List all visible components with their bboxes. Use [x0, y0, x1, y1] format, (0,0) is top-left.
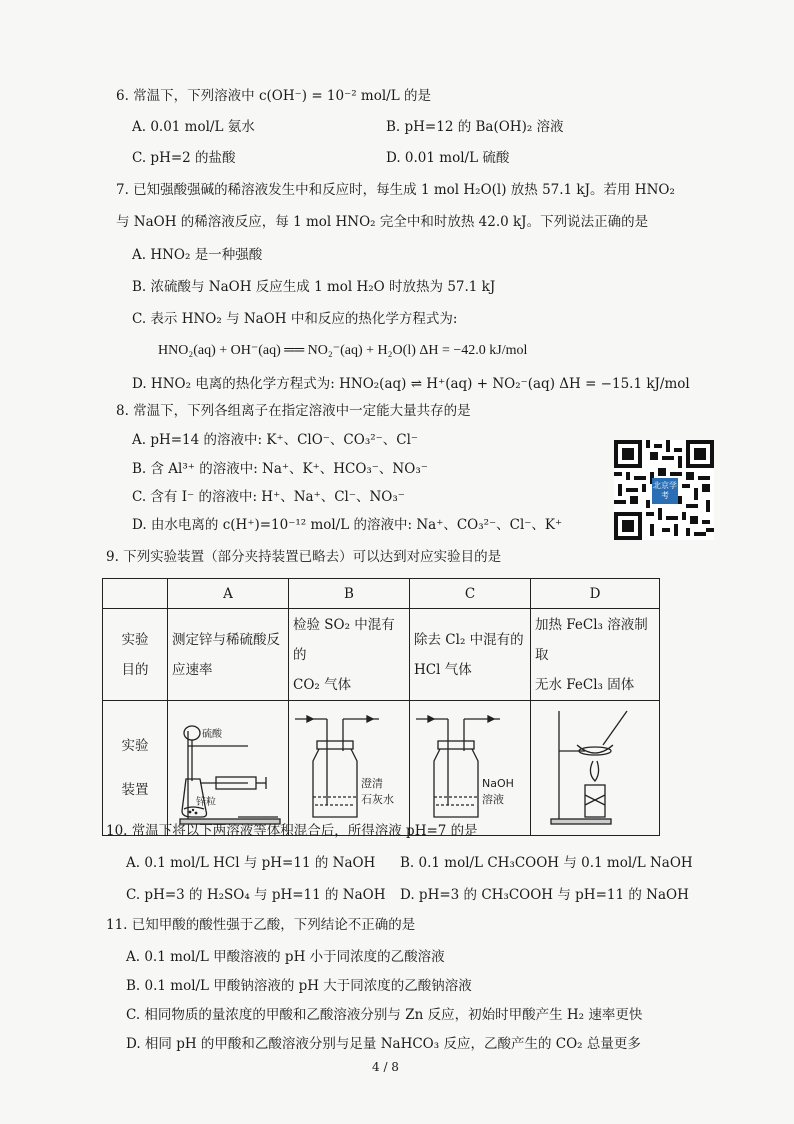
- q7-stem-line2: 与 NaOH 的稀溶液反应，每 1 mol HNO₂ 完全中和时放热 42.0 kJ。下列说法正确的是: [116, 214, 649, 230]
- row-label-purpose: [103, 609, 168, 701]
- q10-option-a: A. 0.1 mol/L HCl 与 pH=11 的 NaOH: [126, 855, 376, 871]
- purpose-d-line1: 加热 FeCl₃ 溶液制取: [535, 616, 648, 663]
- row-label-purpose-1: 实验: [121, 631, 149, 648]
- purpose-b: [289, 609, 410, 701]
- q11-option-b: B. 0.1 mol/L 甲酸钠溶液的 pH 大于同浓度的乙酸钠溶液: [126, 978, 472, 994]
- q6-option-d: D. 0.01 mol/L 硫酸: [386, 150, 510, 166]
- purpose-b-line1: 检验 SO₂ 中混有的: [293, 616, 395, 663]
- purpose-c-line1: 除去 Cl₂ 中混有的: [414, 631, 524, 648]
- col-header-a: A: [168, 579, 289, 609]
- q11-stem: 11. 已知甲酸的酸性强于乙酸，下列结论不正确的是: [106, 917, 416, 933]
- apparatus-d: [531, 701, 660, 836]
- q11-option-a: A. 0.1 mol/L 甲酸溶液的 pH 小于同浓度的乙酸溶液: [126, 949, 445, 965]
- purpose-b-line2: CO₂ 气体: [293, 676, 352, 693]
- q6-option-c: C. pH=2 的盐酸: [132, 150, 236, 166]
- label-limewater-2: 石灰水: [361, 793, 394, 806]
- label-acid: 硫酸: [202, 729, 222, 740]
- q7-option-d: D. HNO₂ 电离的热化学方程式为: HNO₂(aq) ⇌ H⁺(aq) + NO₂⁻(aq) ΔH = −15.1 kJ/mol: [132, 376, 690, 392]
- row-label-apparatus-1: 实验: [121, 738, 149, 754]
- purpose-d: [531, 609, 660, 701]
- col-header-d: D: [531, 579, 660, 609]
- row-label-apparatus-2: 装置: [121, 782, 149, 798]
- purpose-a-line1: 测定锌与稀硫酸反: [172, 631, 280, 648]
- apparatus-a: [168, 701, 289, 836]
- q11-option-c: C. 相同物质的量浓度的甲酸和乙酸溶液分别与 Zn 反应，初始时甲酸产生 H₂ 速率更快: [126, 1007, 643, 1023]
- apparatus-b: [289, 701, 410, 836]
- label-limewater-1: 澄清: [361, 777, 383, 790]
- apparatus-b-diagram: [289, 701, 409, 831]
- row-label-apparatus: [103, 701, 168, 836]
- q10-option-b: B. 0.1 mol/L CH₃COOH 与 0.1 mol/L NaOH: [400, 855, 693, 871]
- q6-option-b: B. pH=12 的 Ba(OH)₂ 溶液: [386, 119, 564, 135]
- table-corner-cell: [103, 579, 168, 609]
- apparatus-c: [410, 701, 531, 836]
- q7-option-c-equation: HNO₂(aq) + OH⁻(aq) ══ NO₂⁻(aq) + H₂O(l) ΔH = −42.0 kJ/mol: [158, 343, 528, 358]
- purpose-c-line2: HCl 气体: [414, 661, 472, 678]
- apparatus-c-diagram: [410, 701, 530, 831]
- q7-option-b: B. 浓硫酸与 NaOH 反应生成 1 mol H₂O 时放热为 57.1 kJ: [132, 279, 496, 295]
- purpose-c: [410, 609, 531, 701]
- purpose-d-line2: 无水 FeCl₃ 固体: [535, 676, 635, 693]
- q10-option-c: C. pH=3 的 H₂SO₄ 与 pH=11 的 NaOH: [126, 887, 386, 903]
- q7-option-c: C. 表示 HNO₂ 与 NaOH 中和反应的热化学方程式为:: [132, 311, 458, 327]
- q8-option-b: B. 含 Al³⁺ 的溶液中: Na⁺、K⁺、HCO₃⁻、NO₃⁻: [132, 461, 428, 477]
- q7-stem-line1: 7. 已知强酸强碱的稀溶液发生中和反应时，每生成 1 mol H₂O(l) 放热 57.1 kJ。若用 HNO₂: [116, 182, 675, 198]
- q8-option-d: D. 由水电离的 c(H⁺)=10⁻¹² mol/L 的溶液中: Na⁺、CO₃²⁻、Cl⁻、K⁺: [132, 517, 563, 533]
- q6-stem: 6. 常温下，下列溶液中 c(OH⁻) = 10⁻² mol/L 的是: [116, 88, 431, 104]
- q11-option-d: D. 相同 pH 的甲酸和乙酸溶液分别与足量 NaHCO₃ 反应，乙酸产生的 CO₂ 总量更多: [126, 1036, 641, 1052]
- label-naoh-2: 溶液: [482, 793, 504, 806]
- q9-stem: 9. 下列实验装置（部分夹持装置已略去）可以达到对应实验目的是: [106, 549, 502, 565]
- row-label-purpose-2: 目的: [121, 661, 149, 678]
- label-naoh-1: NaOH: [482, 777, 514, 790]
- label-zinc: 锌粒: [196, 797, 216, 808]
- q8-option-a: A. pH=14 的溶液中: K⁺、ClO⁻、CO₃²⁻、Cl⁻: [132, 432, 419, 448]
- apparatus-a-diagram: [168, 701, 288, 831]
- apparatus-d-diagram: [531, 701, 659, 831]
- col-header-b: B: [289, 579, 410, 609]
- experiment-table: [102, 578, 660, 836]
- q6-option-a: A. 0.01 mol/L 氨水: [132, 119, 255, 135]
- purpose-a: [168, 609, 289, 701]
- q10-option-d: D. pH=3 的 CH₃COOH 与 pH=11 的 NaOH: [400, 887, 689, 903]
- purpose-a-line2: 应速率: [172, 661, 213, 678]
- q10-stem: 10. 常温下将以下两溶液等体积混合后，所得溶液 pH=7 的是: [106, 823, 478, 839]
- q8-stem: 8. 常温下，下列各组离子在指定溶液中一定能大量共存的是: [116, 403, 471, 419]
- q7-option-a: A. HNO₂ 是一种强酸: [132, 247, 263, 263]
- col-header-c: C: [410, 579, 531, 609]
- qr-badge: 北京学考: [652, 478, 678, 504]
- page-number: 4 / 8: [372, 1060, 399, 1074]
- q8-option-c: C. 含有 I⁻ 的溶液中: H⁺、Na⁺、Cl⁻、NO₃⁻: [132, 489, 405, 505]
